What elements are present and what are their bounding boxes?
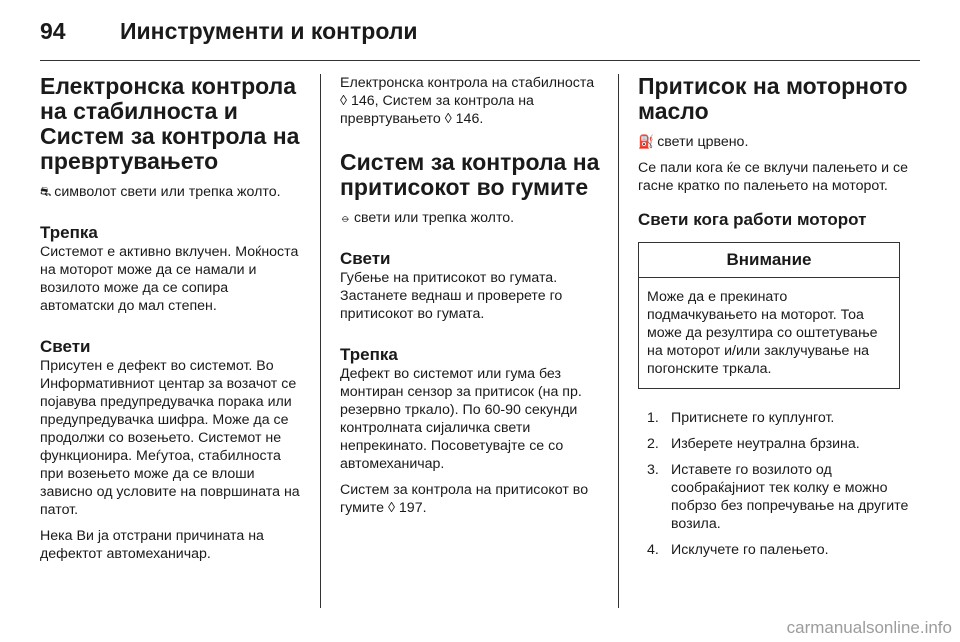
tpms-lit-text: Губење на притисокот во гумата. Застанете веднаш и проверете го притисокот во гумата. — [340, 270, 563, 322]
watermark: carmanualsonline.info — [786, 618, 952, 637]
section-title-tpms: Систем за контрола на притисокот во гумите — [340, 149, 600, 200]
oil-can-icon: ⛽ — [638, 134, 655, 149]
esc-lit-text: Присутен е дефект во системот. Во Информативниот центар за возачот се појавува предупредувачка порака или предупредувачка шифра. Може да се продолжи со возењето. Системот не функционира. Меѓутоа, стабилноста при возењето може да се влоши зависно од условите на површината на патот. — [40, 358, 300, 518]
subheading-lit: Свети — [340, 249, 391, 268]
list-item: 4. Исклучете го палењето. — [647, 542, 829, 558]
list-item: 2. Изберете неутрална брзина. — [647, 436, 860, 452]
chapter-title: Иинструменти и контроли — [120, 18, 418, 44]
tire-pressure-icon: ⦵ — [340, 210, 351, 225]
subheading-blink: Трепка — [40, 223, 98, 242]
column-esc — [40, 74, 305, 563]
header-divider — [40, 60, 920, 61]
column-divider — [320, 74, 321, 608]
subheading-lit: Свети — [40, 337, 91, 356]
subheading-blink: Трепка — [340, 345, 398, 364]
section-title-esc: Електронска контрола на стабилноста и Систем за контрола на превртувањето — [40, 73, 300, 174]
tpms-reference: Систем за контрола на притисокот во гумите ◊ 197. — [340, 482, 589, 516]
column-oil — [638, 74, 922, 567]
esc-warning-icon: ⛐ — [40, 184, 52, 199]
esc-intro: ⛐ символот свети или трепка жолто. — [40, 184, 281, 200]
section-title-oil: Притисок на моторното масло — [638, 73, 908, 124]
oil-text: Се пали кога ќе се вклучи палењето и се гасне кратко по палењето на моторот. — [638, 160, 908, 194]
warning-box — [638, 242, 900, 389]
esc-lit-text-2: Нека Ви ја отстрани причината на дефектот автомеханичар. — [40, 528, 264, 562]
subheading-running: Свети кога работи моторот — [638, 210, 867, 229]
warning-text: Може да е прекинато подмачкувањето на моторот. Тоа може да резултира со оштетување на моторот и/или заклучување на погонските тркала. — [647, 289, 878, 377]
column-divider — [618, 74, 619, 608]
tpms-blink-text: Дефект во системот или гума без монтиран сензор за притисок (на пр. резервно тркало). По 60-90 секунди контролната сијаличка свети непрекинато. Посоветувајте се со автомеханичар. — [340, 366, 582, 472]
oil-intro: ⛽ свети црвено. — [638, 134, 749, 150]
page-header — [40, 14, 920, 50]
column-tpms — [340, 74, 605, 517]
esc-reference: Електронска контрола на стабилноста ◊ 146, Систем за контрола на превртувањето ◊ 146. — [340, 75, 595, 127]
steps-list — [638, 409, 922, 559]
list-item: 3. Иставете го возилото од сообраќајниот тек колку е можно побрзо без попречување на другите возила. — [647, 462, 909, 532]
esc-blink-text: Системот е активно вклучен. Моќноста на моторот може да се намали и возилото може да се сопира автоматски до мал степен. — [40, 244, 299, 314]
tpms-intro: ⦵ свети или трепка жолто. — [340, 210, 515, 226]
warning-title: Внимание — [639, 243, 899, 278]
page-number: 94 — [40, 18, 66, 44]
list-item: 1. Притиснете го куплунгот. — [647, 410, 835, 426]
